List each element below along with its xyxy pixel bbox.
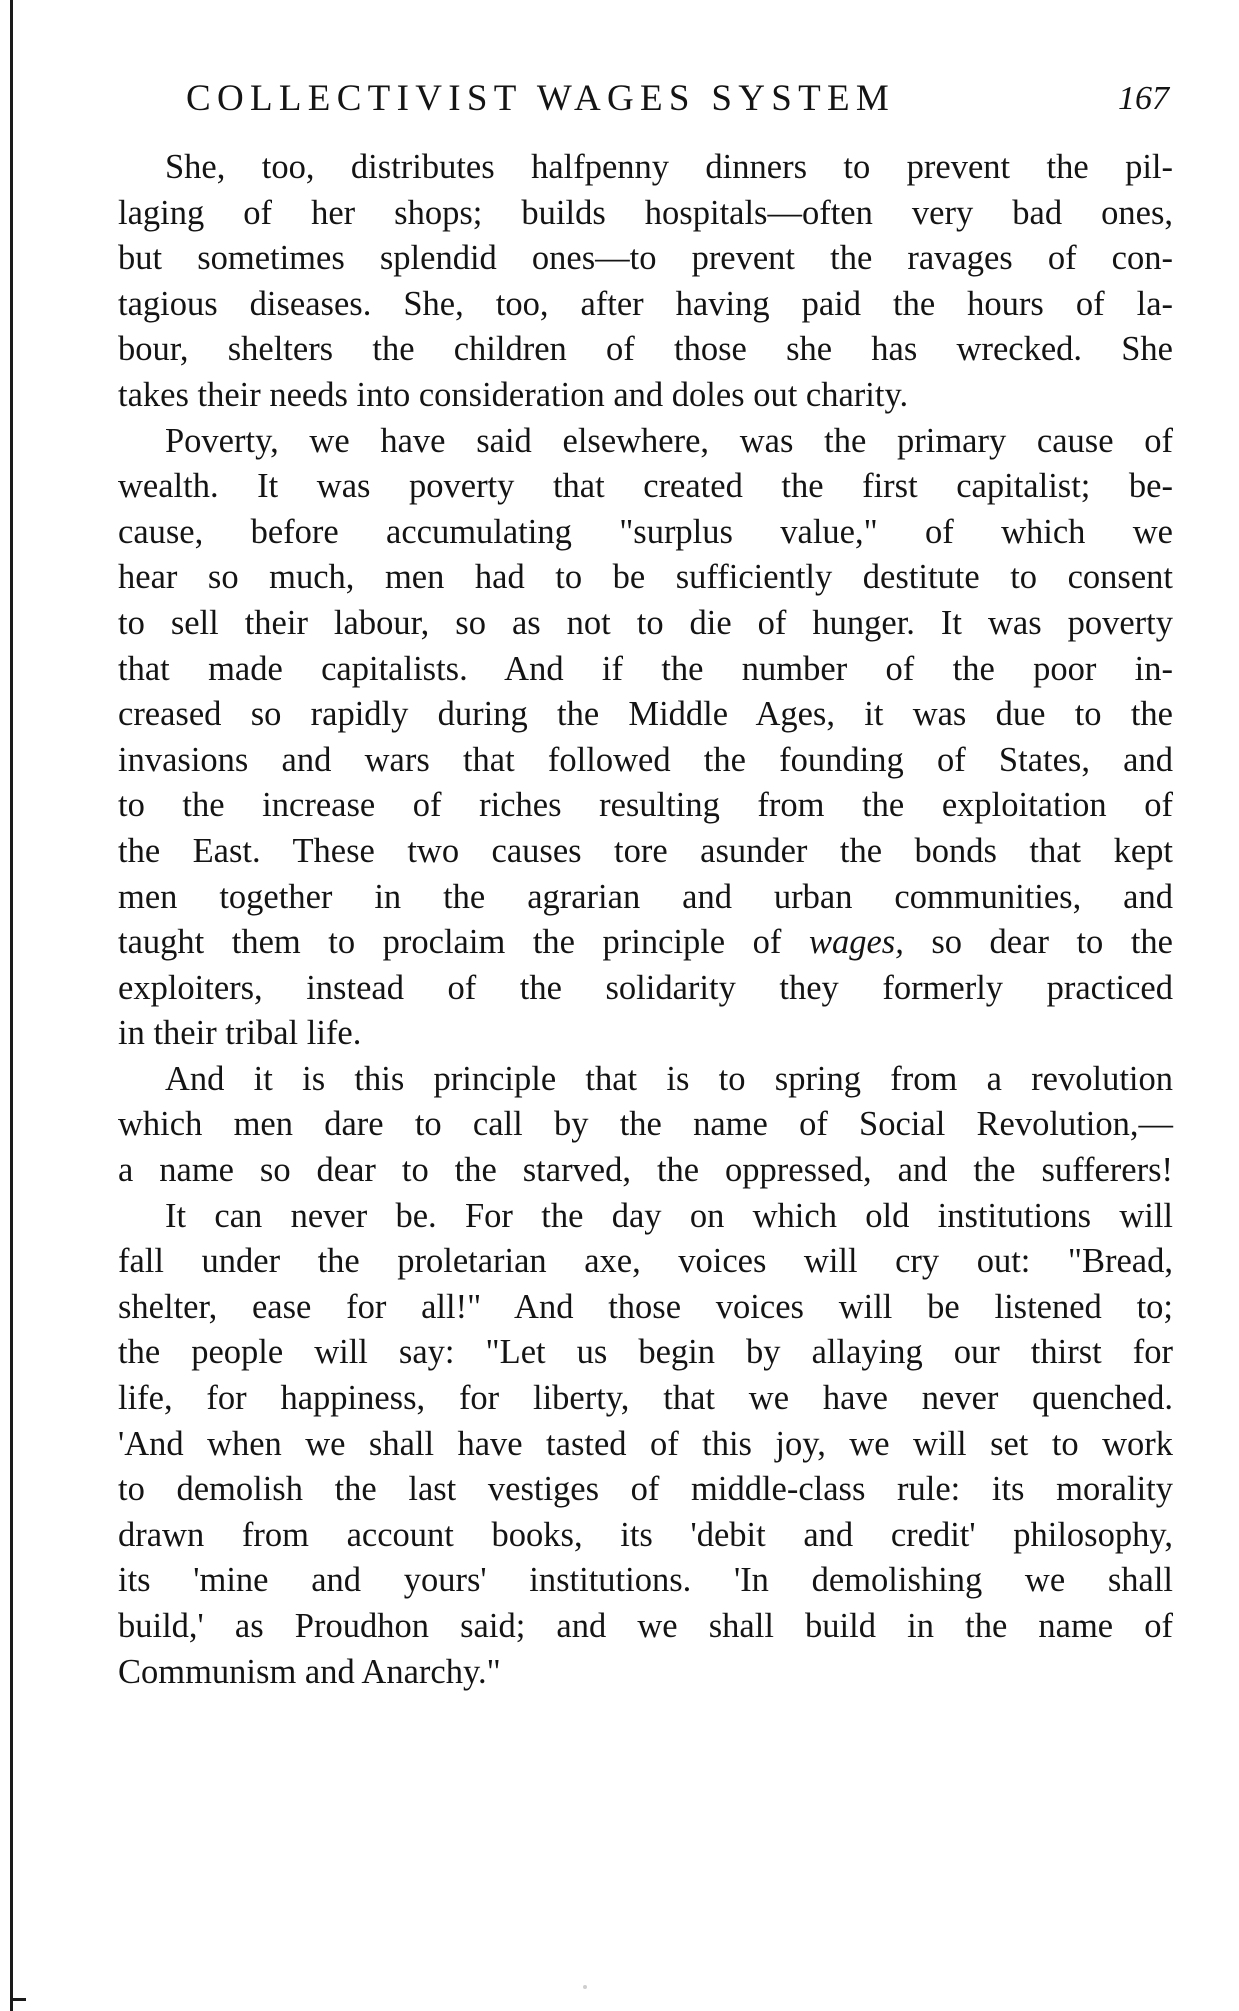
text-line: Poverty, we have said elsewhere, was the primary cause of (165, 421, 1173, 460)
text-line: drawn from account books, its 'debit and credit' philosophy, (118, 1515, 1173, 1554)
text-line: to sell their labour, so as not to die of hunger. It was poverty (118, 603, 1173, 642)
text-line: cause, before accumulating "surplus value," of which we (118, 512, 1173, 551)
paragraph-2 (118, 419, 1173, 1057)
text-line: takes their needs into consideration and doles out charity. (118, 375, 909, 414)
text-line: exploiters, instead of the solidarity they formerly practiced (118, 968, 1173, 1007)
body-text (118, 145, 1173, 1695)
text-line-with-italic (118, 920, 1173, 966)
text-line: life, for happiness, for liberty, that we have never quenched. (118, 1379, 1173, 1418)
paragraph-4 (118, 1194, 1173, 1696)
page-number: 167 (1118, 80, 1169, 117)
text-line: It can never be. For the day on which old institutions will (165, 1196, 1173, 1235)
text-line: to demolish the last vestiges of middle-class rule: its morality (118, 1470, 1173, 1509)
running-head: COLLECTIVIST WAGES SYSTEM (186, 78, 896, 119)
text-line: build,' as Proudhon said; and we shall build in the name of (118, 1607, 1173, 1645)
text-line: the East. These two causes tore asunder the bonds that kept (118, 831, 1173, 870)
page-header (0, 74, 1239, 124)
paragraph-3 (118, 1057, 1173, 1194)
text-line: laging of her shops; builds hospitals—often very bad ones, (118, 193, 1173, 232)
italic-word: wages, (808, 923, 904, 962)
text-line: Communism and Anarchy." (118, 1652, 501, 1691)
text-line: that made capitalists. And if the number of the poor in- (118, 649, 1173, 688)
text-line: bour, shelters the children of those she has wrecked. She (118, 330, 1173, 369)
paragraph-1 (118, 145, 1173, 419)
text-line: men together in the agrarian and urban communities, and (118, 877, 1173, 916)
page-edge-rule-foot (10, 1998, 26, 2001)
text-line: invasions and wars that followed the founding of States, and (118, 740, 1173, 779)
text-line: shelter, ease for all!" And those voices will be listened to; (118, 1287, 1173, 1326)
page-edge-rule (10, 0, 13, 2011)
line-segment: so dear to the (903, 923, 1173, 962)
text-line: hear so much, men had to be sufficiently destitute to consent (118, 558, 1173, 597)
line-segment: taught them to proclaim the principle of (118, 923, 809, 962)
text-line: fall under the proletarian axe, voices will cry out: "Bread, (118, 1242, 1173, 1281)
text-line: creased so rapidly during the Middle Ages, it was due to the (118, 695, 1173, 734)
scan-speck (583, 1985, 587, 1989)
text-line: to the increase of riches resulting from the exploitation of (118, 786, 1173, 825)
text-line: tagious diseases. She, too, after having paid the hours of la- (118, 284, 1173, 323)
text-line: but sometimes splendid ones—to prevent the ravages of con- (118, 239, 1173, 278)
text-line: a name so dear to the starved, the oppressed, and the sufferers! (118, 1151, 1173, 1190)
text-line: its 'mine and yours' institutions. 'In demolishing we shall (118, 1561, 1173, 1600)
text-line: in their tribal life. (118, 1014, 362, 1053)
text-line: And it is this principle that is to spring from a revolution (165, 1059, 1173, 1098)
text-line: She, too, distributes halfpenny dinners to prevent the pil- (165, 148, 1173, 186)
text-line: 'And when we shall have tasted of this joy, we will set to work (118, 1424, 1173, 1463)
text-line: which men dare to call by the name of Social Revolution,— (118, 1105, 1173, 1144)
text-line: wealth. It was poverty that created the first capitalist; be- (118, 467, 1173, 506)
text-line: the people will say: "Let us begin by allaying our thirst for (118, 1333, 1173, 1372)
